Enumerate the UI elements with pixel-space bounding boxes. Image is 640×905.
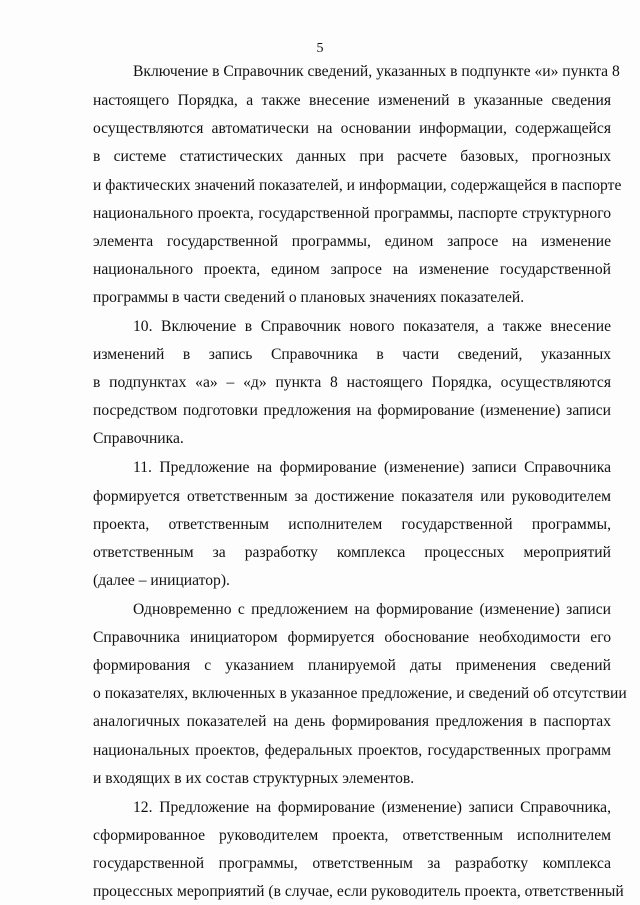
paragraph-3-line: 11. Предложение на формирование (изменение) записи Справочника	[133, 459, 611, 476]
paragraph-4-line: Одновременно с предложением на формирование (изменение) записи	[133, 601, 611, 618]
paragraph-4-line: формирования с указанием планируемой даты применения сведений	[93, 657, 611, 674]
page-number: 5	[316, 41, 324, 56]
paragraph-5-line: процессных мероприятий (в случае, если руководитель проекта, ответственный	[93, 883, 624, 900]
paragraph-3-line: формируется ответственным за достижение показателя или руководителем	[93, 488, 611, 505]
paragraph-2-line: Справочника.	[93, 430, 184, 447]
paragraph-3-line: ответственным за разработку комплекса процессных мероприятий	[93, 544, 611, 561]
paragraph-2-line: в подпунктах «а» – «д» пункта 8 настоящего Порядка, осуществляются	[93, 374, 611, 391]
paragraph-2-line: 10. Включение в Справочник нового показателя, а также внесение	[133, 318, 611, 335]
paragraph-1-line: национального проекта, государственной программы, паспорте структурного	[93, 205, 611, 222]
paragraph-2-line: посредством подготовки предложения на формирование (изменение) записи	[93, 402, 611, 419]
paragraph-4-line: и входящих в их состав структурных элементов.	[93, 770, 415, 787]
paragraph-1-line: национального проекта, едином запросе на изменение государственной	[93, 261, 611, 278]
paragraph-4-line: о показателях, включенных в указанное предложение, и сведений об отсутствии	[93, 685, 627, 702]
paragraph-1-line: в системе статистических данных при расчете базовых, прогнозных	[93, 148, 611, 165]
paragraph-3-line: проекта, ответственным исполнителем государственной программы,	[93, 516, 611, 533]
paragraph-4-line: Справочника инициатором формируется обоснование необходимости его	[93, 629, 611, 646]
paragraph-1-line: настоящего Порядка, а также внесение изменений в указанные сведения	[93, 92, 611, 109]
paragraph-3-line: (далее – инициатор).	[93, 572, 230, 589]
paragraph-1-line: программы в части сведений о плановых значениях показателей.	[93, 289, 525, 306]
paragraph-4-line: национальных проектов, федеральных проектов, государственных программ	[93, 742, 611, 759]
paragraph-2-line: изменений в запись Справочника в части сведений, указанных	[93, 346, 611, 363]
paragraph-1-line: и фактических значений показателей, и информации, содержащейся в паспорте	[93, 177, 622, 194]
paragraph-1-line: осуществляются автоматически на основании информации, содержащейся	[93, 120, 611, 137]
paragraph-4-line: аналогичных показателей на день формирования предложения в паспортах	[93, 713, 611, 730]
paragraph-5-line: государственной программы, ответственным за разработку комплекса	[93, 855, 611, 872]
paragraph-1-line: элемента государственной программы, едином запросе на изменение	[93, 233, 611, 250]
paragraph-1-line: Включение в Справочник сведений, указанных в подпункте «и» пункта 8	[133, 63, 620, 80]
paragraph-5-line: сформированное руководителем проекта, ответственным исполнителем	[93, 827, 611, 844]
paragraph-5-line: 12. Предложение на формирование (изменение) записи Справочника,	[133, 799, 611, 816]
